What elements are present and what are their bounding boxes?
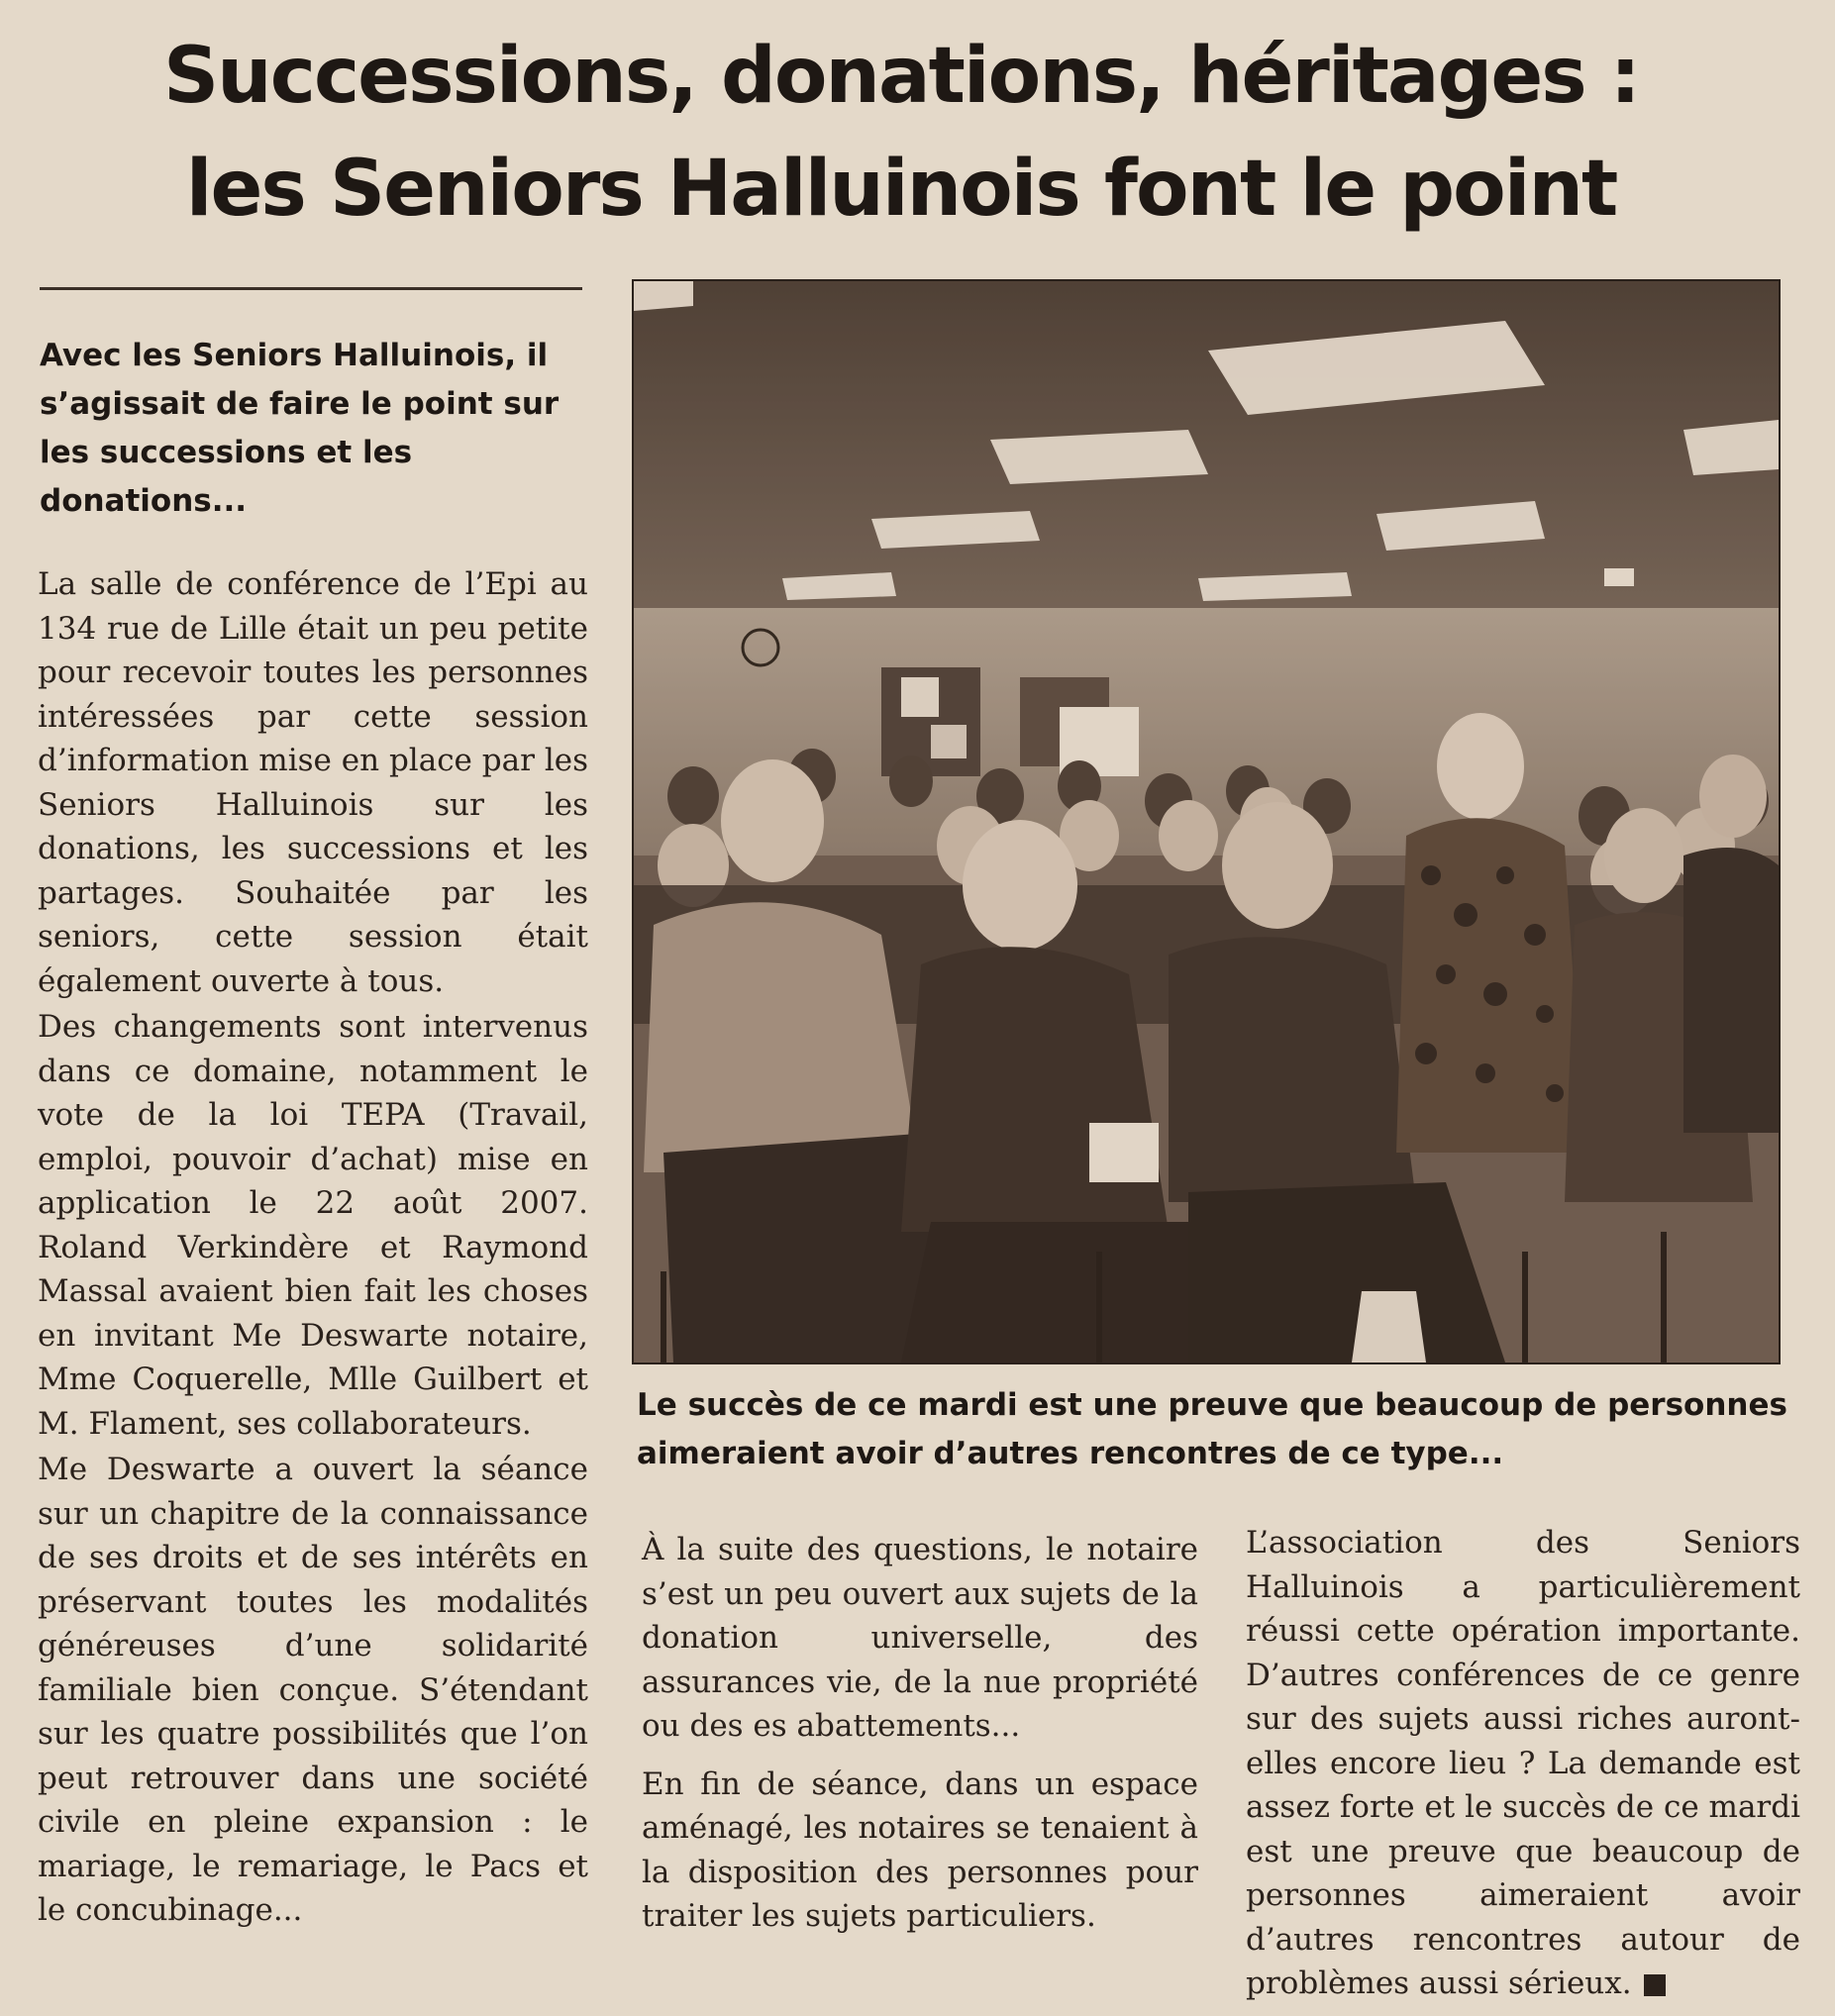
column-2 [642,1528,1198,1939]
lead-rule [40,287,582,290]
headline-line-2: les Seniors Halluinois font le point [185,145,1617,234]
conference-photo [632,279,1781,1364]
conference-photo-illustration [634,281,1779,1362]
lead-paragraph: Avec les Seniors Halluinois, il s’agissait de faire le point sur les successions et les donations... [40,338,560,519]
paragraph-association-text: L’association des Seniors Halluinois a particulièrement réussi cette opération importante. D’autres conférences de ce genre sur des sujets aussi riches auront-elles encore lieu ? La demande est assez forte et le succès de ce mardi est une preuve que beaucoup de personnes aimeraient avoir d’autres rencontres autour de problèmes aussi sérieux. [1246,1525,1800,2001]
column-1 [38,562,588,1933]
end-of-article-square-icon [1644,1974,1666,1996]
paragraph-seance: Me Deswarte a ouvert la séance sur un chapitre de la connaissance de ses droits et de ses intérêts en préservant toutes les modalités généreuses d’une solidarité familiale bien conçue. S’étendant sur les quatre possibilités que l’on peut retrouver dans une société civile en pleine expansion : le mariage, le remariage, le Pacs et le concubinage... [38,1452,588,1928]
headline [59,20,1743,246]
paragraph-fin-seance: En fin de séance, dans un espace aménagé, les notaires se tenaient à la disposition des personnes pour traiter les sujets particuliers. [642,1765,1198,1934]
photo-caption: Le succès de ce mardi est une preuve que beaucoup de personnes aimeraient avoir d’autres rencontres de ce type... [637,1387,1787,1471]
paragraph-association [1246,1521,1800,2006]
paragraph-questions: À la suite des questions, le notaire s’est un peu ouvert aux sujets de la donation universelle, des assurances vie, de la nue propriété ou des es abattements... [642,1532,1198,1744]
headline-line-1: Successions, donations, héritages : [163,32,1639,121]
paragraph-changements: Des changements sont intervenus dans ce domaine, notamment le vote de la loi TEPA (Travail, emploi, pouvoir d’achat) mise en application le 22 août 2007. Roland Verkindère et Raymond Massal avaient bien fait les choses en invitant Me Deswarte notaire, Mme Coquerelle, Mlle Guilbert et M. Flament, ses collaborateurs. [38,1009,588,1442]
column-3 [1246,1521,1800,2006]
paragraph-salle: La salle de conférence de l’Epi au 134 rue de Lille était un peu petite pour recevoir toutes les personnes intéressées par cette session d’information mise en place par les Seniors Halluinois sur les donations, les successions et les partages. Souhaitée par les seniors, cette session était également ouverte à tous. [38,566,588,999]
